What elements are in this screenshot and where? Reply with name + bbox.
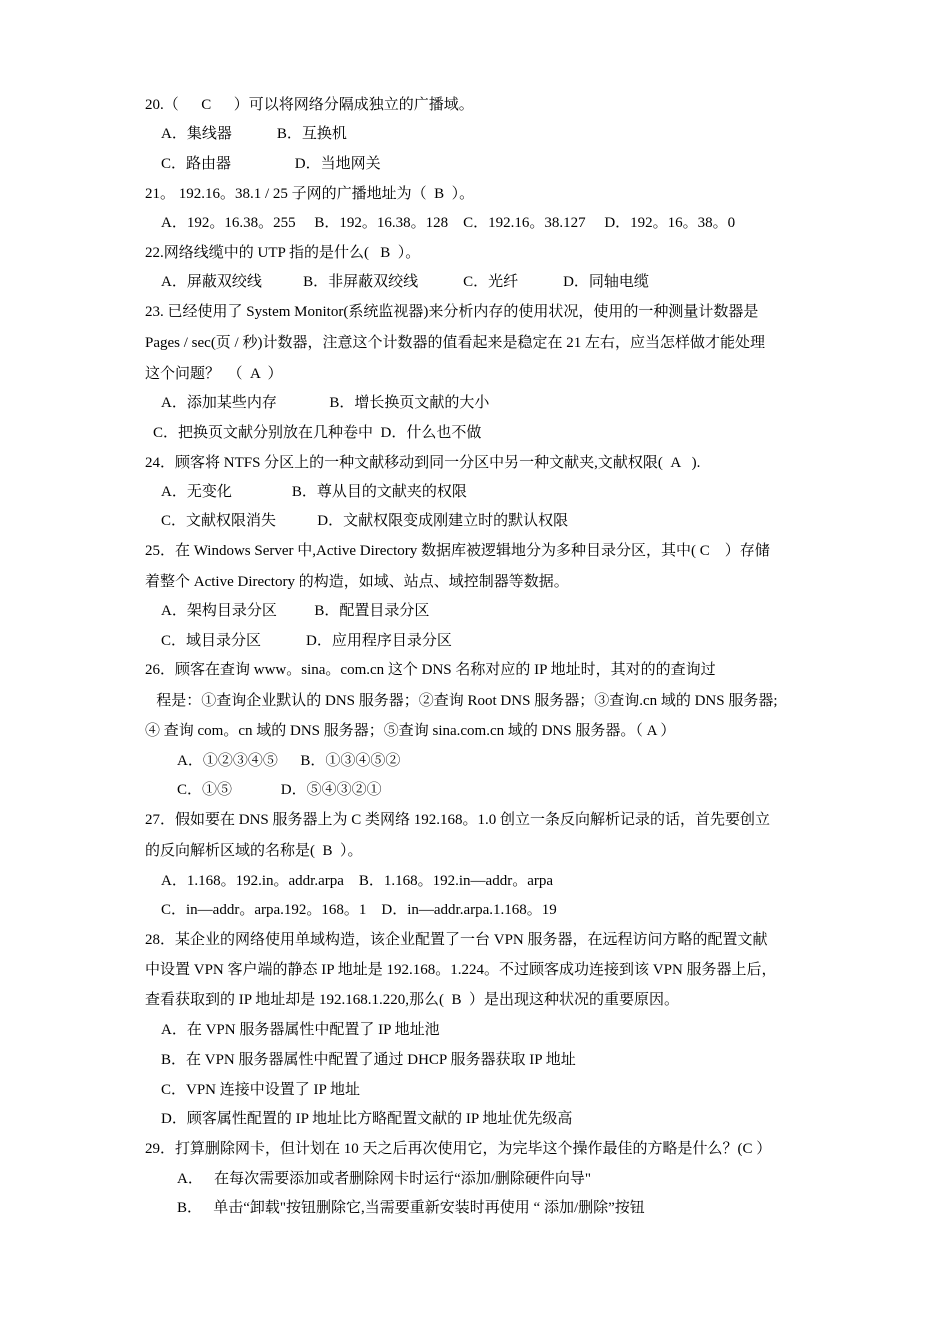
question-26-options-row-1: A．①②③④⑤ B．①③④⑤② [177,753,401,769]
question-22-options-row-1: A．屏蔽双绞线 B．非屏蔽双绞线 C．光纤 D．同轴电缆 [161,274,649,290]
question-27-stem-line-2: 的反向解析区域的名称是( B ）。 [145,843,363,859]
question-29-stem: 29．打算删除网卡，但计划在 10 天之后再次使用它，为完毕这个操作最佳的方略是什么？(C ） [145,1141,772,1157]
question-28-stem-line-2: 中设置 VPN 客户端的静态 IP 地址是 192.168。1.224。不过顾客成功连接到该 VPN 服务器上后， [145,962,777,978]
question-27-options-row-1: A．1.168。192.in。addr.arpa B．1.168。192.in—addr。arpa [161,873,554,889]
question-25-options-row-2: C．域目录分区 D．应用程序目录分区 [161,633,452,649]
question-26-stem-line-2: 程是：①查询企业默认的 DNS 服务器；②查询 Root DNS 服务器；③查询.cn 域的 DNS 服务器; [145,693,778,709]
question-29-option-a: A． 在每次需要添加或者删除网卡时运行“添加/删除硬件向导" [177,1171,592,1187]
question-20-options-row-1: A．集线器 B．互换机 [161,126,347,142]
question-25-stem-line-1: 25．在 Windows Server 中,Active Directory 数据库被逻辑地分为多种目录分区，其中( C ）存储 [145,543,770,559]
question-28-option-d: D．顾客属性配置的 IP 地址比方略配置文献的 IP 地址优先级高 [161,1111,573,1127]
question-26-options-row-2: C．①⑤ D．⑤④③②① [177,782,382,798]
question-20-options-row-2: C．路由器 D．当地网关 [161,156,381,172]
question-28-option-c: C．VPN 连接中设置了 IP 地址 [161,1082,361,1098]
question-28-option-a: A．在 VPN 服务器属性中配置了 IP 地址池 [161,1022,440,1038]
question-21-stem: 21。 192.16。38.1 / 25 子网的广播地址为（ B ）。 [145,186,475,202]
question-25-stem-line-2: 着整个 Active Directory 的构造，如域、站点、域控制器等数据。 [145,574,569,590]
question-26-stem-line-1: 26．顾客在查询 www。sina。com.cn 这个 DNS 名称对应的 IP 地址时，其对的的查询过 [145,662,716,678]
question-28-stem-line-3: 查看获取到的 IP 地址却是 192.168.1.220,那么( B ）是出现这种状况的重要原因。 [145,992,680,1008]
question-20-stem: 20.（ C ）可以将网络分隔成独立的广播域。 [145,97,474,113]
question-25-options-row-1: A．架构目录分区 B．配置目录分区 [161,603,430,619]
question-24-stem: 24．顾客将 NTFS 分区上的一种文献移动到同一分区中另一种文献夹,文献权限( A ). [145,455,701,471]
question-21-options-row-1: A．192。16.38。255 B．192。16.38。128 C．192.16。38.127 D．192。16。38。0 [161,215,736,231]
question-22-stem: 22.网络线缆中的 UTP 指的是什么( B ）。 [145,245,421,261]
question-23-stem-line-1: 23. 已经使用了 System Monitor(系统监视器)来分析内存的使用状况，使用的一种测量计数器是 [145,304,759,320]
question-24-options-row-2: C．文献权限消失 D．文献权限变成刚建立时的默认权限 [161,513,569,529]
question-23-options-row-2: C．把换页文献分别放在几种卷中 D．什么也不做 [153,425,482,441]
question-23-options-row-1: A．添加某些内存 B．增长换页文献的大小 [161,395,490,411]
question-26-stem-line-3: ④ 查询 com。cn 域的 DNS 服务器；⑤查询 sina.com.cn 域的 DNS 服务器。（ A ） [145,723,676,739]
question-27-stem-line-1: 27．假如要在 DNS 服务器上为 C 类网络 192.168。1.0 创立一条反向解析记录的话，首先要创立 [145,812,771,828]
question-27-options-row-2: C．in—addr。arpa.192。168。1 D．in—addr.arpa.1.168。19 [161,902,557,918]
question-28-option-b: B．在 VPN 服务器属性中配置了通过 DHCP 服务器获取 IP 地址 [161,1052,576,1068]
question-28-stem-line-1: 28．某企业的网络使用单域构造，该企业配置了一台 VPN 服务器，在远程访问方略的配置文献 [145,932,768,948]
question-23-stem-line-3: 这个问题？ （ A ） [145,366,283,382]
question-24-options-row-1: A．无变化 B．尊从目的文献夹的权限 [161,484,467,500]
question-23-stem-line-2: Pages / sec(页 / 秒)计数器，注意这个计数器的值看起来是稳定在 21 左右，应当怎样做才能处理 [145,335,765,351]
question-29-option-b: B． 单击“卸载"按钮删除它,当需要重新安装时再使用 “ 添加/删除”按钮 [177,1200,645,1216]
